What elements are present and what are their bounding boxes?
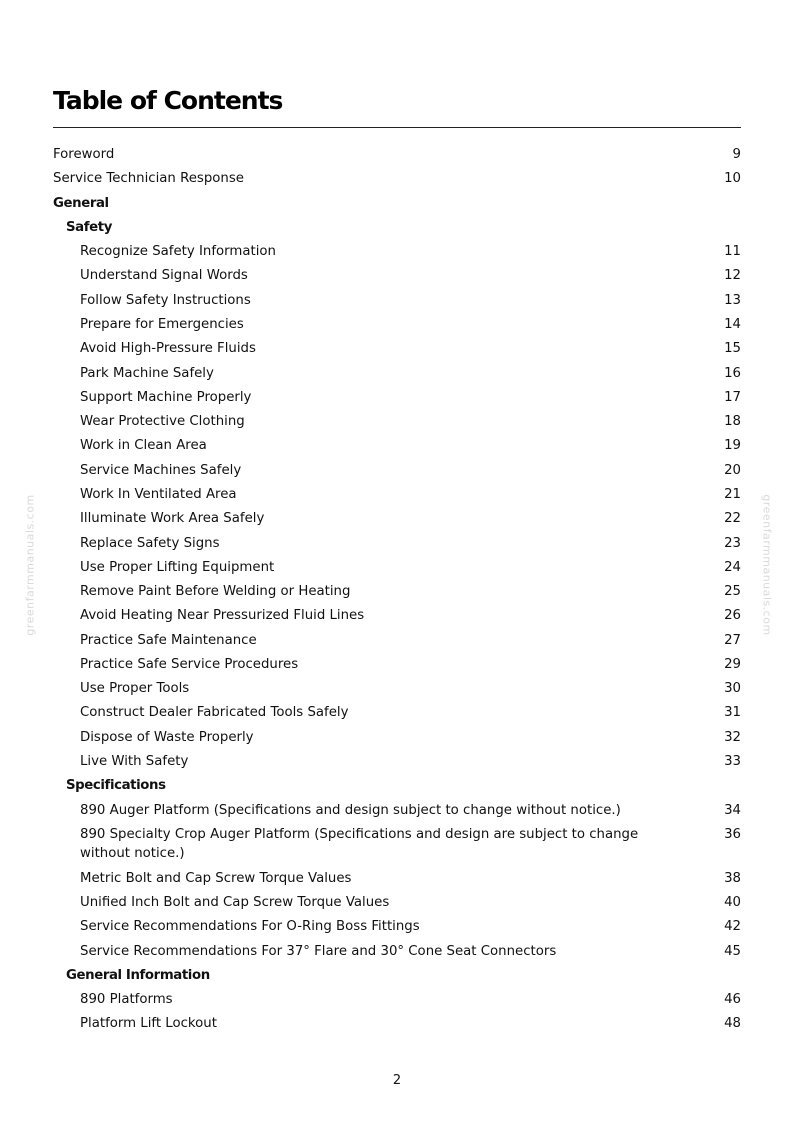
toc-entry[interactable] [53,485,741,505]
toc-entry[interactable] [53,752,741,772]
toc-entry-label: Live With Safety [80,754,189,770]
watermark-right: greenfarmmanuals.com [760,494,774,636]
toc-entry-page: 27 [724,632,741,648]
toc-entry-page: 21 [724,486,741,502]
toc-entry[interactable] [53,1014,741,1034]
toc-entry-page: 29 [724,656,741,672]
toc-entry-label: Construct Dealer Fabricated Tools Safely [80,705,349,721]
toc-entry-label: Unified Inch Bolt and Cap Screw Torque Values [80,895,390,911]
toc-entry-page: 16 [724,365,741,381]
toc-entry-label: Specifications [66,778,166,794]
toc-entry-page: 45 [724,943,741,959]
toc-entry-page: 34 [724,802,741,818]
toc-entry-page: 10 [724,171,741,187]
toc-entry-label: Use Proper Tools [80,681,190,697]
toc-entry[interactable] [53,582,741,602]
toc-entry-label: Replace Safety Signs [80,535,220,551]
toc-entry-page: 32 [724,729,741,745]
toc-entry-label: Service Recommendations For 37° Flare and 30° Cone Seat Connectors [80,943,557,959]
toc-entry[interactable] [53,534,741,554]
toc-entry-page: 9 [732,147,741,162]
toc-entry[interactable] [53,917,741,937]
toc-entry[interactable] [53,388,741,408]
toc-entry[interactable] [53,990,741,1010]
toc-entry-page: 31 [724,705,741,721]
toc-entry[interactable] [53,315,741,335]
toc-entry-label: 890 Auger Platform (Specifications and design subject to change without notice.) [80,802,621,818]
toc-entry-page: 12 [724,268,741,284]
toc-entry[interactable] [53,728,741,748]
toc-entry[interactable] [53,942,741,962]
toc-entry-label: Remove Paint Before Welding or Heating [80,584,351,600]
toc-entry[interactable] [53,801,741,821]
toc-entry[interactable] [53,679,741,699]
toc-entry-label: Safety [66,219,112,235]
toc-entry-label: Work In Ventilated Area [80,486,237,502]
toc-entry-label: Dispose of Waste Properly [80,729,254,745]
toc-entry-label: Illuminate Work Area Safely [80,511,265,527]
toc-entry-page: 20 [724,462,741,478]
toc-entry[interactable] [53,266,741,286]
toc-entry-label: Practice Safe Service Procedures [80,656,299,672]
toc-entry[interactable] [53,339,741,359]
toc-entry-label: General [53,195,109,211]
toc-entry-page: 42 [724,919,741,935]
toc-entry-label: Understand Signal Words [80,268,248,284]
toc-section-heading [53,218,741,238]
toc-entry[interactable] [53,631,741,651]
toc-entry-label: Platform Lift Lockout [80,1016,217,1032]
toc-entry[interactable] [53,169,741,189]
toc-entry-label: Use Proper Lifting Equipment [80,559,275,575]
toc-entry-page: 23 [724,535,741,551]
toc-entry-page: 30 [724,681,741,697]
toc-entry-label: Park Machine Safely [80,365,214,381]
toc-list [53,145,741,1039]
toc-entry[interactable] [53,558,741,578]
toc-entry-label: Practice Safe Maintenance [80,632,257,648]
toc-entry-label: Service Recommendations For O-Ring Boss Fittings [80,919,420,935]
toc-entry-label: Avoid Heating Near Pressurized Fluid Lines [80,608,365,624]
toc-entry[interactable] [53,655,741,675]
toc-entry-page: 22 [724,511,741,527]
toc-entry[interactable] [53,242,741,262]
toc-entry-label: Foreword [53,147,115,162]
toc-section-heading [53,776,741,796]
toc-entry-page: 17 [724,389,741,405]
toc-entry[interactable] [53,703,741,723]
toc-entry-page: 36 [724,826,741,842]
toc-entry-page: 19 [724,438,741,454]
toc-entry-label: 890 Specialty Crop Auger Platform (Specifications and design are subject to change without notice.) [80,826,639,862]
toc-entry-page: 25 [724,584,741,600]
toc-entry-label: Wear Protective Clothing [80,414,245,430]
toc-entry-page: 15 [724,341,741,357]
toc-entry-page: 11 [724,244,741,260]
page-number: 2 [392,1073,402,1088]
toc-entry-page: 40 [724,895,741,911]
toc-entry-page: 38 [724,870,741,886]
watermark-left: greenfarmmanuals.com [23,494,37,636]
toc-entry-page: 48 [724,1016,741,1032]
toc-entry-page: 14 [724,316,741,332]
page-title: Table of Contents [53,86,283,115]
toc-entry-page: 13 [724,292,741,308]
toc-entry[interactable] [53,461,741,481]
toc-section-heading [53,194,741,214]
toc-entry-label: Service Machines Safely [80,462,242,478]
title-divider [53,127,741,128]
toc-entry[interactable] [53,825,741,864]
toc-entry-page: 26 [724,608,741,624]
toc-entry-label: 890 Platforms [80,992,173,1008]
toc-entry[interactable] [53,412,741,432]
toc-entry[interactable] [53,606,741,626]
toc-entry-label: Avoid High-Pressure Fluids [80,341,256,357]
toc-entry-label: Recognize Safety Information [80,244,276,260]
toc-entry[interactable] [53,869,741,889]
toc-entry[interactable] [53,436,741,456]
toc-entry-label: General Information [66,967,210,983]
toc-entry[interactable] [53,893,741,913]
toc-entry-label: Service Technician Response [53,171,244,187]
toc-entry-label: Follow Safety Instructions [80,292,251,308]
toc-entry-page: 24 [724,559,741,575]
toc-entry-label: Metric Bolt and Cap Screw Torque Values [80,870,352,886]
toc-entry[interactable] [53,145,741,165]
toc-entry-label: Support Machine Properly [80,389,252,405]
toc-entry-label: Work in Clean Area [80,438,207,454]
toc-section-heading [53,966,741,986]
toc-entry-label: Prepare for Emergencies [80,316,244,332]
toc-entry-page: 33 [724,754,741,770]
toc-entry[interactable] [53,509,741,529]
toc-entry-page: 18 [724,414,741,430]
toc-entry[interactable] [53,364,741,384]
toc-entry-page: 46 [724,992,741,1008]
toc-entry[interactable] [53,291,741,311]
